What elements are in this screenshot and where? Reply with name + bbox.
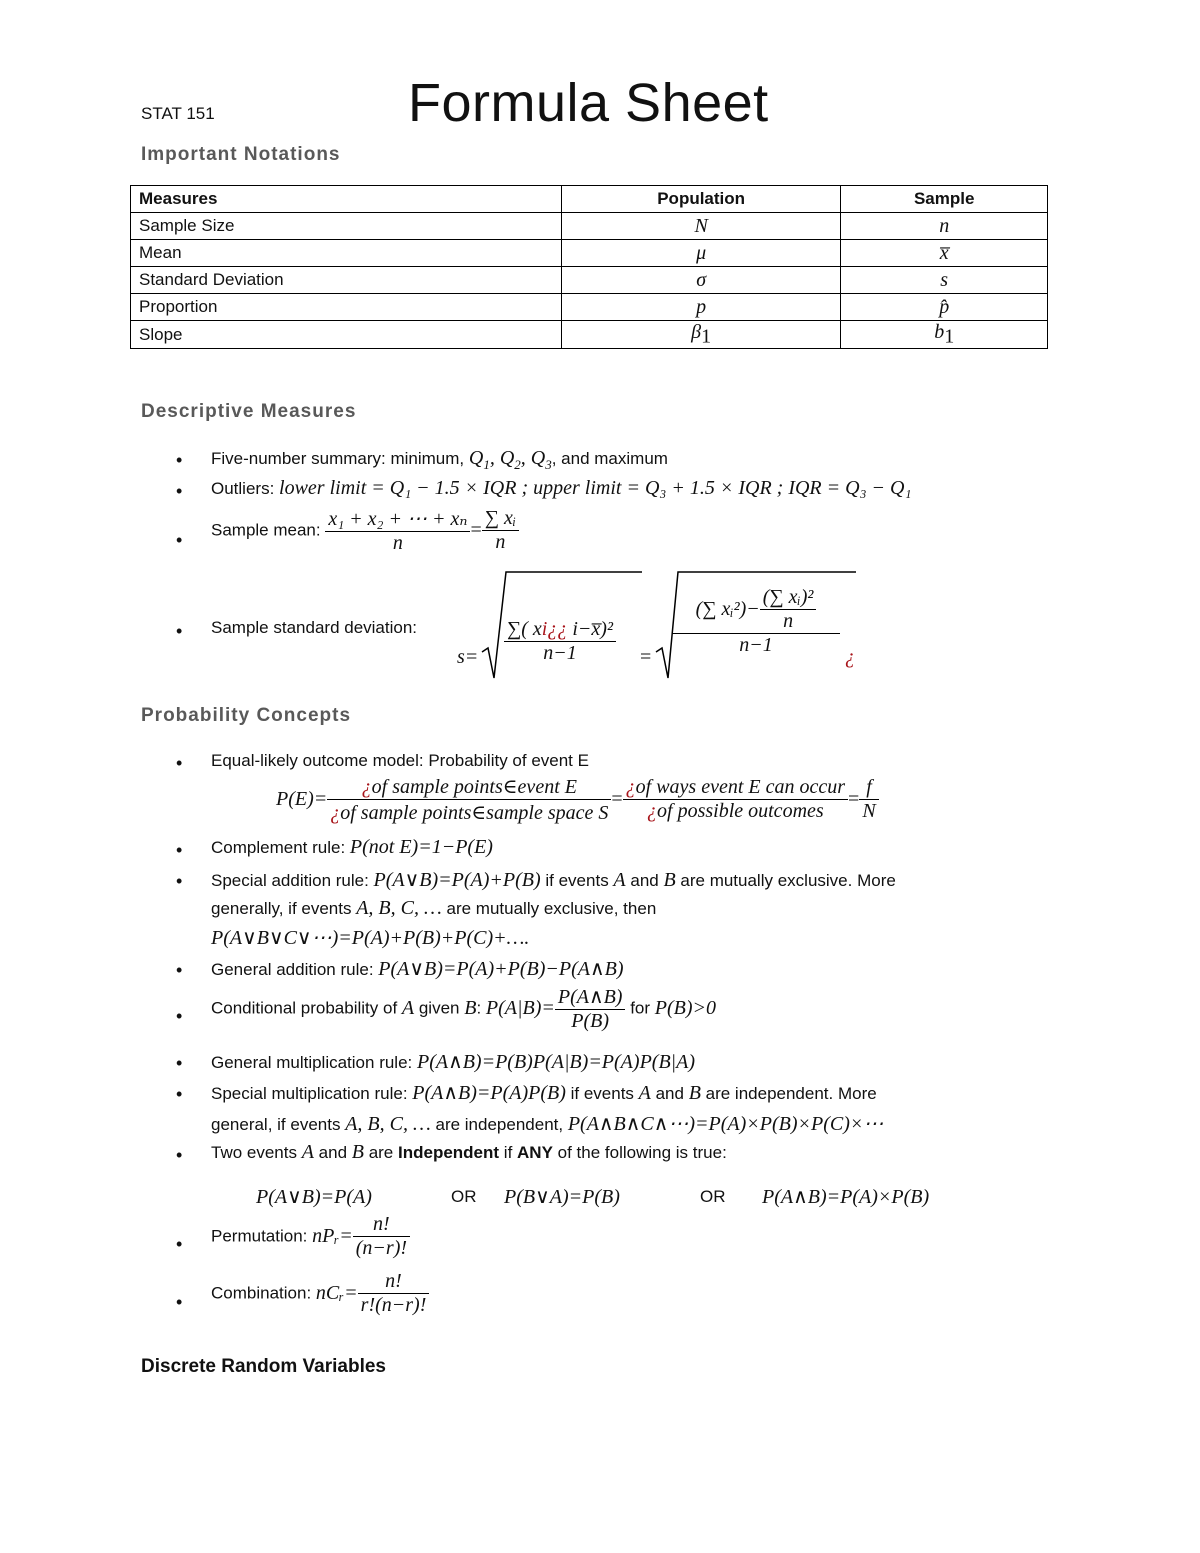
equals: = — [470, 519, 482, 541]
text: ¿ — [361, 776, 372, 798]
text: P(E)= — [276, 788, 328, 810]
formula: P(A∧B)=P(B)P(A|B)=P(A)P(B|A) — [416, 1051, 696, 1073]
fraction — [504, 618, 616, 665]
text: Five-number summary: minimum, — [211, 449, 469, 468]
text: ¿ — [625, 776, 636, 798]
notation-table — [130, 185, 1048, 349]
denominator — [327, 800, 611, 825]
text: given — [414, 998, 465, 1018]
sd-lhs: s= — [457, 646, 479, 668]
text: and — [313, 1143, 352, 1162]
numerator: P(A∧B) — [555, 984, 626, 1010]
text: are independent, — [430, 1115, 568, 1134]
text: if events — [540, 871, 614, 890]
text: B — [351, 1141, 364, 1163]
text: i¿¿ — [541, 618, 568, 640]
equal-likely-label: Equal-likely outcome model: Probability of event E — [211, 751, 589, 770]
independence-rule — [211, 1141, 727, 1164]
numerator — [623, 776, 848, 800]
beta-symbol: β — [691, 321, 702, 343]
bullet: • — [176, 481, 183, 501]
independence-formula-2: P(B∨A)=P(B) — [504, 1186, 620, 1208]
text: are mutually exclusive, then — [441, 899, 657, 918]
text: are independent. More — [700, 1084, 877, 1103]
combination-fraction — [358, 1270, 430, 1317]
sd-fraction-1 — [504, 618, 616, 665]
quartiles: $Q_1$, $Q_2$, $Q_3$ — [468, 447, 552, 472]
complement-rule — [211, 836, 493, 859]
sd-label: Sample standard deviation: — [211, 618, 418, 637]
text: ¿ — [330, 802, 341, 824]
sample-symbol: p̂ — [841, 294, 1048, 321]
denominator: r!(n−r)! — [360, 1294, 427, 1316]
population-symbol — [561, 321, 841, 349]
mean-fraction-1 — [325, 506, 470, 555]
text: ANY — [517, 1143, 553, 1162]
b-symbol: b — [934, 321, 945, 343]
numerator: ∑ xᵢ — [482, 507, 519, 531]
formula: P(A∧B)=P(A)P(B) — [412, 1082, 566, 1104]
text: of possible outcomes — [657, 800, 824, 822]
sample-symbol: n — [841, 213, 1048, 240]
conditional-probability — [211, 984, 716, 1033]
text: A — [638, 1082, 651, 1104]
header-measures: Measures — [131, 186, 562, 213]
denominator: n−1 — [739, 634, 773, 656]
table-row — [131, 321, 1048, 349]
formula: P(A∧B∧C∧⋯)=P(A)×P(B)×P(C)×⋯ — [567, 1113, 884, 1135]
combination — [211, 1270, 429, 1317]
bullet: • — [176, 1145, 183, 1165]
text: ∑( x — [507, 618, 542, 640]
formula: P(A∨B)=P(A)+P(B) — [373, 869, 541, 891]
denominator: n−1 — [543, 642, 577, 664]
heading-probability: Probability Concepts — [141, 705, 352, 726]
independence-formula-3: P(A∧B)=P(A)×P(B) — [762, 1186, 930, 1208]
text: of the following is true: — [552, 1143, 727, 1162]
population-symbol: μ — [561, 240, 841, 267]
measure-cell: Slope — [131, 321, 562, 349]
text: A, B, C, … — [356, 897, 442, 919]
denominator: (n−r)! — [355, 1237, 408, 1259]
text: for — [625, 998, 655, 1018]
table-row — [131, 213, 1048, 240]
bullet: • — [176, 1292, 183, 1312]
numerator — [672, 586, 840, 634]
course-code: STAT 151 — [141, 104, 215, 123]
sample-symbol: s — [841, 267, 1048, 294]
text: B — [464, 997, 477, 1019]
text: , and maximum — [551, 449, 668, 468]
denominator — [623, 800, 848, 823]
subscript: 1 — [701, 325, 712, 348]
text: of sample points∈event E — [371, 776, 577, 798]
bullet: • — [176, 1006, 183, 1026]
heading-discrete: Discrete Random Variables — [141, 1356, 386, 1377]
denominator: N — [862, 800, 876, 822]
table-row — [131, 294, 1048, 321]
inner-fraction — [760, 586, 817, 633]
text: Combination: — [211, 1283, 316, 1303]
text: ¿ — [647, 800, 658, 822]
equals: = — [640, 646, 652, 668]
heading-notations: Important Notations — [141, 144, 341, 165]
formula: P(A∨B)=P(A)+P(B)−P(A∧B) — [378, 958, 624, 980]
fraction-3 — [859, 776, 878, 823]
text: of ways event E can occur — [635, 776, 846, 798]
text: and — [650, 1084, 689, 1103]
general-multiplication-rule — [211, 1049, 695, 1074]
text: are mutually exclusive. More — [675, 871, 896, 890]
text: nPᵣ= — [312, 1225, 353, 1247]
denominator: n — [783, 610, 794, 632]
numerator: f — [859, 776, 878, 800]
bullet: • — [176, 871, 183, 891]
text: if — [499, 1143, 518, 1162]
population-symbol: N — [561, 213, 841, 240]
text: generally, if events — [211, 899, 357, 918]
text: A, B, C, … — [345, 1113, 431, 1135]
outliers-rule — [211, 477, 911, 500]
denominator: n — [495, 531, 506, 553]
text: P(B)>0 — [654, 997, 717, 1019]
sample-mean — [211, 506, 519, 555]
equals: = — [611, 788, 623, 810]
header-population: Population — [561, 186, 841, 213]
measure-cell: Sample Size — [131, 213, 562, 240]
text: Permutation: — [211, 1226, 313, 1246]
sd-fraction-2 — [672, 586, 840, 657]
special-addition-rule — [211, 867, 896, 892]
text: general, if events — [211, 1115, 346, 1134]
text: Two events — [211, 1143, 302, 1162]
text: Special addition rule: — [211, 871, 374, 890]
population-symbol: p — [561, 294, 841, 321]
text: Complement rule: — [211, 838, 350, 857]
permutation-fraction — [353, 1213, 410, 1260]
red-artifact: ¿ — [845, 646, 855, 668]
denominator: P(B) — [571, 1010, 610, 1032]
text: and — [625, 871, 664, 890]
subscript: 1 — [944, 325, 955, 348]
text: Outliers: — [211, 479, 280, 498]
header-sample: Sample — [841, 186, 1048, 213]
numerator: (∑ xᵢ)² — [760, 586, 817, 610]
text: A — [401, 997, 415, 1019]
numerator: n! — [353, 1213, 410, 1237]
bullet: • — [176, 1084, 183, 1104]
text: P(A|B)= — [485, 997, 555, 1019]
text: A — [613, 869, 626, 891]
table-row — [131, 240, 1048, 267]
independence-formula-1: P(A∨B)=P(A) — [256, 1186, 372, 1208]
text: B — [688, 1082, 701, 1104]
or-text: OR — [451, 1187, 477, 1206]
text: i−x̅)² — [567, 618, 613, 640]
bullet: • — [176, 840, 183, 860]
heading-descriptive: Descriptive Measures — [141, 401, 357, 422]
text: are — [363, 1143, 398, 1162]
numerator — [504, 618, 616, 642]
text: if events — [565, 1084, 639, 1103]
equal-likely-formula — [276, 774, 879, 825]
measure-cell: Proportion — [131, 294, 562, 321]
special-multiplication-line-2 — [211, 1111, 883, 1136]
table-header-row — [131, 186, 1048, 213]
table-row — [131, 267, 1048, 294]
special-multiplication-rule — [211, 1080, 877, 1105]
text: of sample points∈sample space S — [340, 802, 609, 824]
text: B — [663, 869, 676, 891]
special-addition-line-2 — [211, 897, 656, 920]
mean-fraction-2 — [482, 507, 519, 554]
text: (∑ xᵢ²)− — [695, 598, 760, 620]
population-symbol: σ — [561, 267, 841, 294]
bullet: • — [176, 450, 183, 470]
equals: = — [848, 788, 860, 810]
bullet: • — [176, 530, 183, 550]
general-addition-rule — [211, 956, 624, 981]
bullet: • — [176, 960, 183, 980]
conditional-fraction — [555, 984, 626, 1033]
sample-symbol: x̅ — [841, 240, 1048, 267]
sample-symbol — [841, 321, 1048, 349]
text: Conditional probability of — [211, 998, 402, 1018]
special-addition-line-3: P(A∨B∨C∨⋯)=P(A)+P(B)+P(C)+…. — [211, 927, 530, 949]
text: : — [476, 998, 486, 1018]
fraction-1 — [327, 774, 611, 825]
formula: P(not E)=1−P(E) — [349, 836, 493, 858]
five-number-summary — [211, 447, 668, 473]
numerator: n! — [358, 1270, 430, 1294]
text: Independent — [398, 1143, 500, 1162]
numerator — [327, 774, 611, 800]
or-text: OR — [700, 1187, 726, 1206]
text: General addition rule: — [211, 960, 379, 979]
fraction-2 — [623, 776, 848, 823]
permutation — [211, 1213, 410, 1260]
text: Special multiplication rule: — [211, 1084, 413, 1103]
bullet: • — [176, 753, 183, 773]
denominator: n — [392, 532, 403, 554]
text: Sample mean: — [211, 520, 326, 540]
bullet: • — [176, 1234, 183, 1254]
bullet: • — [176, 1053, 183, 1073]
bullet: • — [176, 621, 183, 641]
text: nCᵣ= — [315, 1282, 358, 1304]
measure-cell: Mean — [131, 240, 562, 267]
numerator: x₁ + x₂ + ⋯ + xₙ — [325, 506, 470, 532]
page-title: Formula Sheet — [408, 73, 769, 133]
text: General multiplication rule: — [211, 1053, 417, 1072]
outlier-formula: lower limit = Q₁ − 1.5 × IQR ; upper limit = Q₃ + 1.5 × IQR ; IQR = Q₃ − Q₁ — [279, 477, 912, 499]
measure-cell: Standard Deviation — [131, 267, 562, 294]
fraction — [672, 586, 840, 657]
text: A — [301, 1141, 314, 1163]
